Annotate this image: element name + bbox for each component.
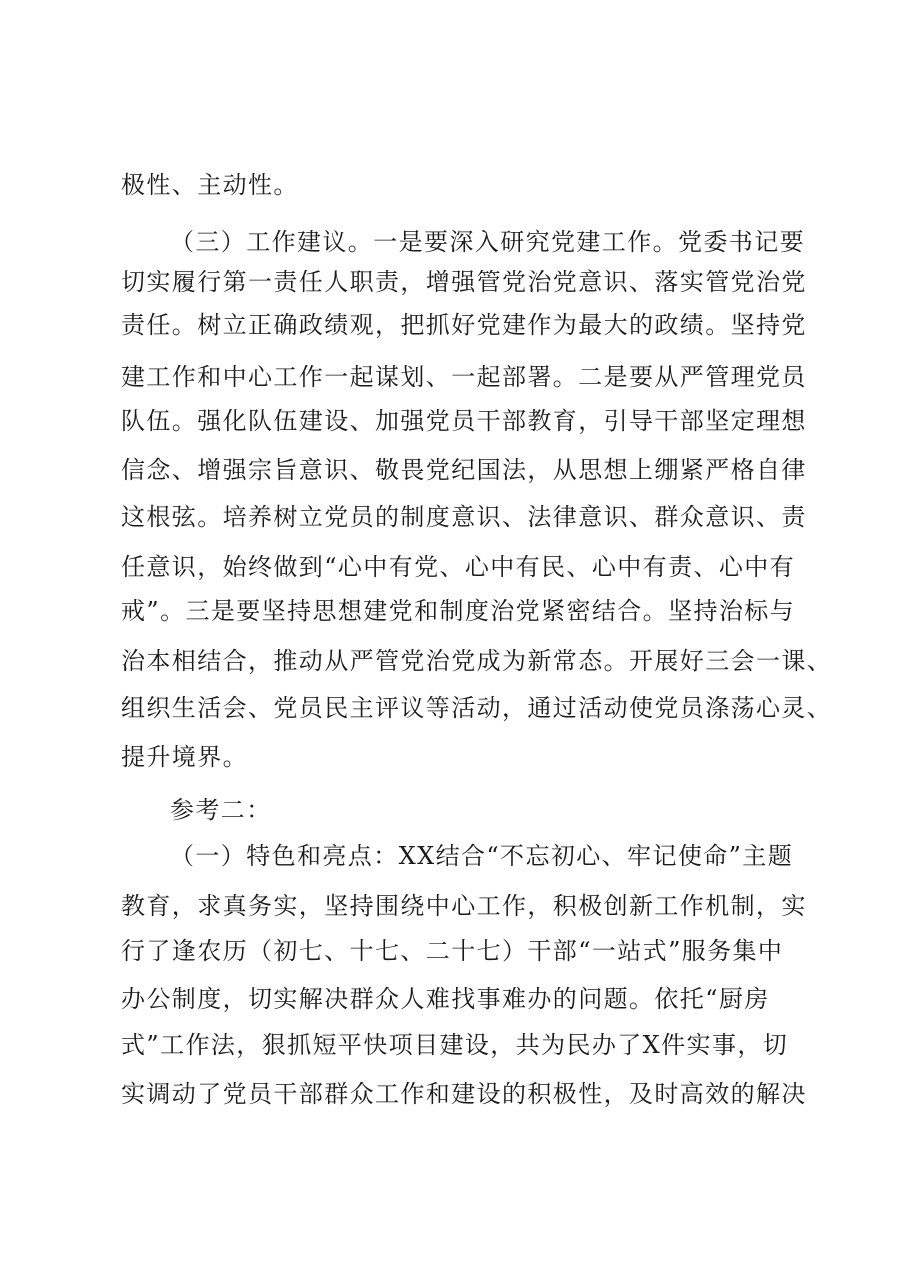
text-line: 组织生活会、党员民主评议等活动，通过活动使党员涤荡心灵、 [121, 694, 833, 722]
text-line: 切实履行第一责任人职责，增强管党治党意识、落实管党治党 [121, 268, 807, 296]
text-line: 行了逢农历（初七、十七、二十七）干部“一站式”服务集中 [121, 937, 784, 965]
section-heading: 参考二： [170, 796, 272, 824]
text-line: 信念、增强宗旨意识、敬畏党纪国法，从思想上绷紧严格自律 [121, 456, 807, 484]
text-line: 治本相结合，推动从严管党治党成为新常态。开展好三会一课、 [121, 647, 833, 675]
text-line: 实调动了党员干部群众工作和建设的积极性，及时高效的解决 [121, 1080, 807, 1108]
text-line: （一）特色和亮点：XX结合“不忘初心、牢记使命”主题 [170, 842, 794, 870]
text-line: 这根弦。培养树立党员的制度意识、法律意识、群众意识、责 [121, 503, 807, 531]
text-line: 提升境界。 [121, 743, 248, 771]
text-line: （三）工作建议。一是要深入研究党建工作。党委书记要 [170, 228, 805, 256]
text-line: 戒”。三是要坚持思想建党和制度治党紧密结合。坚持治标与 [121, 597, 796, 625]
text-line: 队伍。强化队伍建设、加强党员干部教育，引导干部坚定理想 [121, 407, 807, 435]
text-line: 任意识，始终做到“心中有党、心中有民、心中有责、心中有 [121, 553, 796, 581]
text-line: 建工作和中心工作一起谋划、一起部署。二是要从严管理党员 [121, 363, 807, 391]
text-line: 极性、主动性。 [121, 171, 299, 199]
text-line: 责任。树立正确政绩观，把抓好党建作为最大的政绩。坚持党 [121, 311, 807, 339]
text-line: 式”工作法，狠抓短平快项目建设，共为民办了X件实事，切 [121, 1031, 789, 1059]
text-line: 办公制度，切实解决群众人难找事难办的问题。依托“厨房 [121, 985, 770, 1013]
text-line: 教育，求真务实，坚持围绕中心工作，积极创新工作机制，实 [121, 892, 807, 920]
